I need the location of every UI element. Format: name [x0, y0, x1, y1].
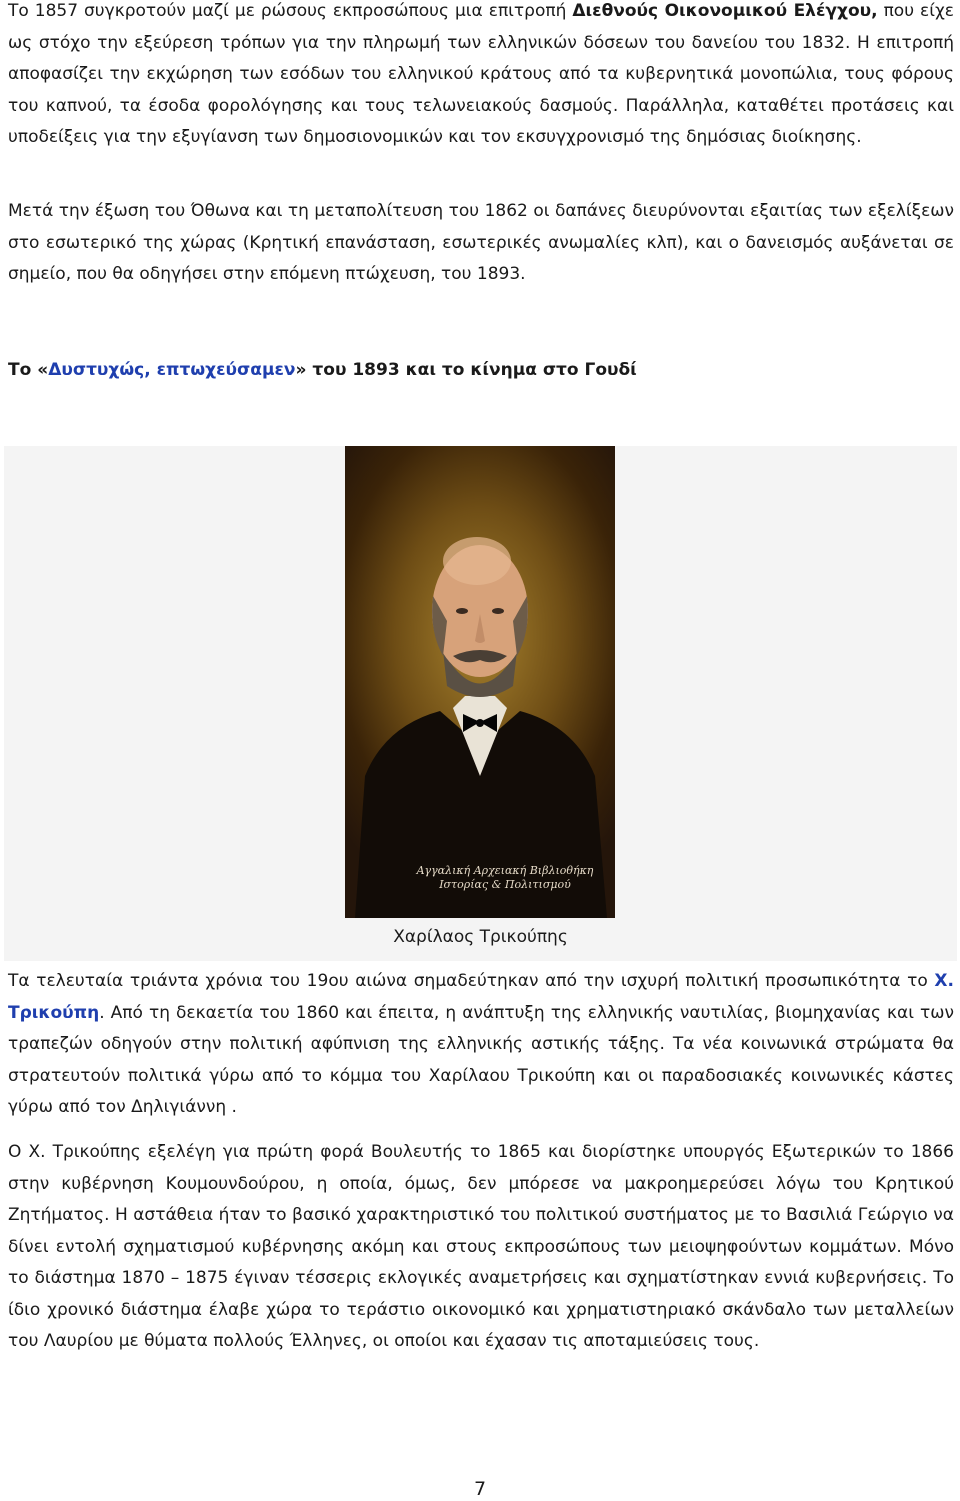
- watermark-line-1: Αγγαλική Αρχειακή Βιβλιοθήκη: [416, 864, 594, 877]
- portrait-illustration: [345, 446, 615, 918]
- heading-prefix: Το «: [8, 360, 49, 380]
- paragraph-3: [8, 966, 954, 1124]
- archive-watermark: [415, 864, 595, 892]
- paragraph-1-text-a: Το 1857 συγκροτούν μαζί με ρώσους εκπροσώπους μια επιτροπή: [8, 1, 573, 21]
- portrait-caption: Χαρίλαος Τρικούπης: [393, 927, 568, 947]
- section-heading: [8, 356, 954, 384]
- trikoupis-link[interactable]: Χ. Τρικούπη: [8, 971, 954, 1023]
- paragraph-1: [8, 0, 954, 154]
- portrait-figure: [4, 446, 957, 961]
- paragraph-1-bold-term: Διεθνούς Οικονομικού Ελέγχου,: [572, 1, 878, 21]
- paragraph-1-text-b: που είχε ως στόχο την εξεύρεση τρόπων για την πληρωμή των ελληνικών δόσεων του δανείου του 1832. Η επιτροπή αποφασίζει την εκχώρηση των εσόδων του ελληνικού κράτους από τα κυβερνητικά μονοπώλια, τους φόρους του καπνού, τα έσοδα φορολόγησης και τους τελωνειακούς δασμούς. Παράλληλα, καταθέτει προτάσεις και υποδείξεις για την εξυγίανση των δημοσιονομικών και τον εκσυγχρονισμό της δημόσιας διοίκησης.: [8, 1, 954, 147]
- paragraph-3-text-b: . Από τη δεκαετία του 1860 και έπειτα, η ανάπτυξη της ελληνικής ναυτιλίας, βιομηχανίας και των τραπεζών οδηγούν στην πολιτική αφύπνιση της ελληνικής αστικής τάξης. Τα νέα κοινωνικά στρώματα θα στρατευτούν πολιτικά γύρω από το κόμμα του Χαρίλαου Τρικούπη και οι παραδοσιακές κοινωνικές κάστες γύρω από τον Δηλιγιάννη .: [8, 1002, 954, 1117]
- paragraph-2: Μετά την έξωση του Όθωνα και τη μεταπολίτευση του 1862 οι δαπάνες διευρύνονται εξαιτίας των εξελίξεων στο εσωτερικό της χώρας (Κρητική επανάσταση, εσωτερικές ανωμαλίες κλπ), και ο δανεισμός αυξάνεται σε σημείο, που θα οδηγήσει στην επόμενη πτώχευση, του 1893.: [8, 201, 954, 284]
- heading-quote: Δυστυχώς, επτωχεύσαμεν: [48, 360, 296, 380]
- watermark-line-2: Ιστορίας & Πολιτισμού: [439, 878, 571, 891]
- page-number: 7: [473, 1478, 487, 1500]
- paragraph-4: Ο Χ. Τρικούπης εξελέγη για πρώτη φορά Βουλευτής το 1865 και διορίστηκε υπουργός Εξωτερικών το 1866 στην κυβέρνηση Κουμουνδούρου, η οποία, όμως, δεν μπόρεσε να μακροημερεύσει λόγω του Κρητικού Ζητήματος. Η αστάθεια ήταν το βασικό χαρακτηριστικό του πολιτικού συστήματος με το Βασιλιά Γεώργιο να δίνει εντολή σχηματισμού κυβέρνησης ακόμη και στους εκπροσώπους των μειοψηφούντων κομμάτων. Μόνο το διάστημα 1870 – 1875 έγιναν τέσσερις εκλογικές αναμετρήσεις και σχηματίστηκαν εννιά κυβερνήσεις. Το ίδιο χρονικό διάστημα έλαβε χώρα το τεράστιο οικονομικό και χρηματιστηριακό σκάνδαλο των μεταλλείων του Λαυρίου με θύματα πολλούς Έλληνες, οι οποίοι και έχασαν τις αποταμιεύσεις τους.: [8, 1142, 954, 1351]
- heading-suffix: » του 1893 και το κίνημα στο Γουδί: [295, 360, 637, 380]
- paragraph-3-text-a: Τα τελευταία τριάντα χρόνια του 19ου αιώνα σημαδεύτηκαν από την ισχυρή πολιτική προσωπικότητα το: [8, 971, 935, 991]
- portrait-image: [345, 446, 615, 918]
